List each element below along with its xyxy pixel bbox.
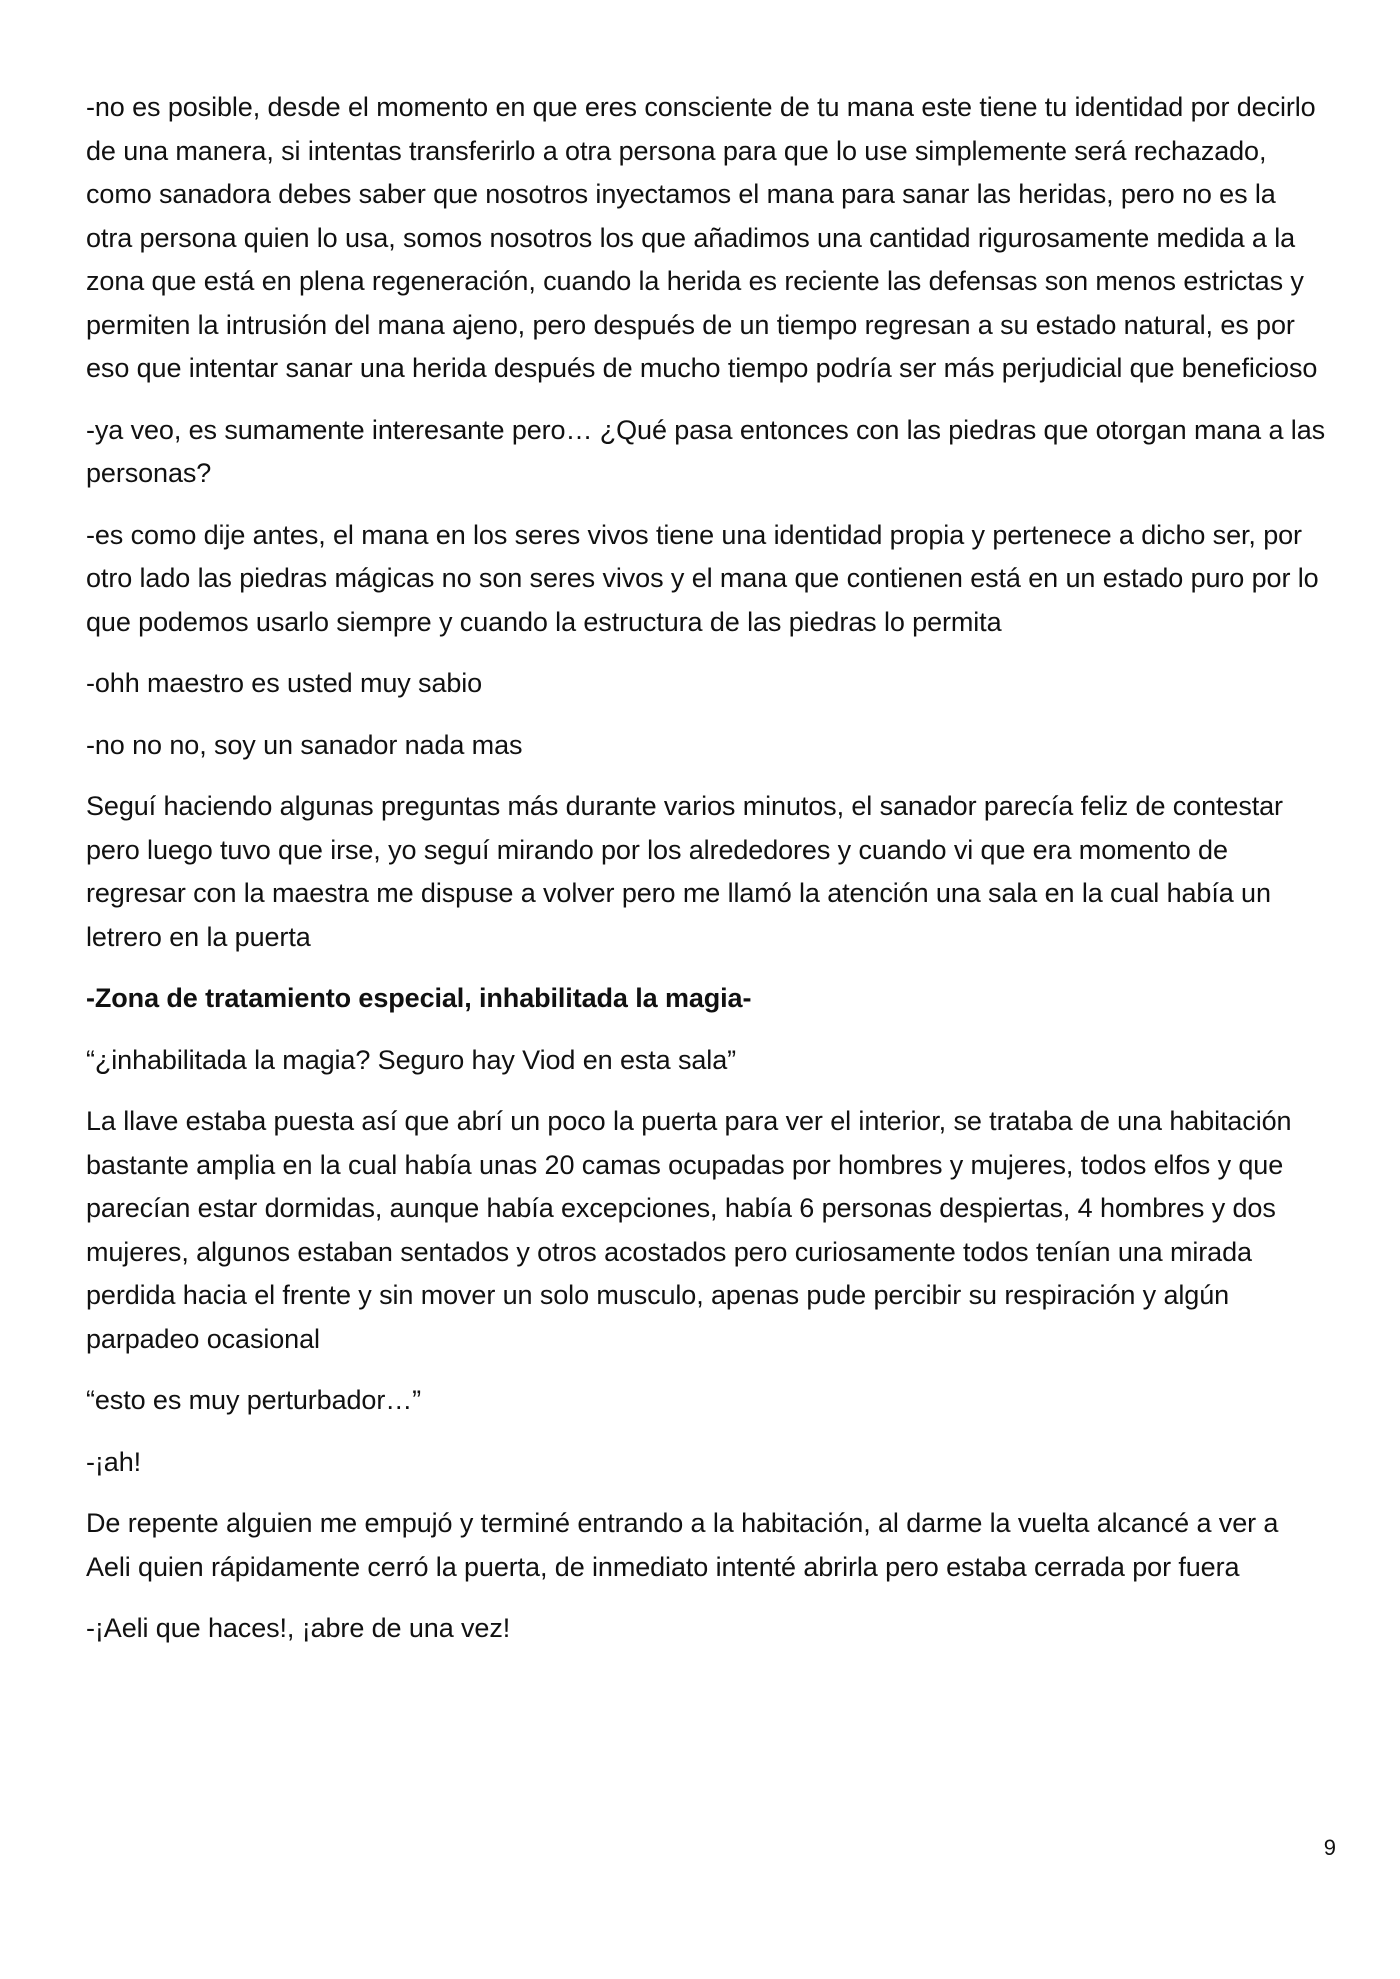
paragraph: La llave estaba puesta así que abrí un poco la puerta para ver el interior, se trataba de una habitación bastante amplia en la cual había unas 20 camas ocupadas por hombres y mujeres, todos elfos y que parecían estar dormidas, aunque había excepciones, había 6 personas despiertas, 4 hombres y dos mujeres, algunos estaban sentados y otros acostados pero curiosamente todos tenían una mirada perdida hacia el frente y sin mover un solo musculo, apenas pude percibir su respiración y algún parpadeo ocasional	[86, 1106, 1292, 1354]
page-number: 9	[1323, 1835, 1336, 1860]
paragraph: De repente alguien me empujó y terminé entrando a la habitación, al darme la vuelta alcancé a ver a Aeli quien rápidamente cerró la puerta, de inmediato intenté abrirla pero estaba cerrada por fuera	[86, 1508, 1279, 1582]
sign-text-heading: -Zona de tratamiento especial, inhabilitada la magia-	[86, 983, 752, 1013]
paragraph: -¡ah!	[86, 1446, 142, 1477]
paragraph: -ohh maestro es usted muy sabio	[86, 668, 483, 698]
paragraph: “¿inhabilitada la magia? Seguro hay Viod en esta sala”	[86, 1044, 737, 1075]
paragraph: -ya veo, es sumamente interesante pero… ¿Qué pasa entonces con las piedras que otorgan mana a las personas?	[86, 414, 1326, 488]
paragraph: -no no no, soy un sanador nada mas	[86, 729, 523, 760]
paragraph: -no es posible, desde el momento en que eres consciente de tu mana este tiene tu identidad por decirlo de una manera, si intentas transferirlo a otra persona para que lo use simplemente será rechazado, como sanadora debes saber que nosotros inyectamos el mana para sanar las heridas, pero no es la otra persona quien lo usa, somos nosotros los que añadimos una cantidad rigurosamente medida a la zona que está en plena regeneración, cuando la herida es reciente las defensas son menos estrictas y permiten la intrusión del mana ajeno, pero después de un tiempo regresan a su estado natural, es por eso que intentar sanar una herida después de mucho tiempo podría ser más perjudicial que beneficioso	[86, 92, 1318, 383]
paragraph: “esto es muy perturbador…”	[86, 1385, 422, 1415]
paragraph: Seguí haciendo algunas preguntas más durante varios minutos, el sanador parecía feliz de contestar pero luego tuvo que irse, yo seguí mirando por los alrededores y cuando vi que era momento de regresar con la maestra me dispuse a volver pero me llamó la atención una sala en la cual había un letrero en la puerta	[86, 791, 1283, 952]
document-page	[86, 86, 1326, 1669]
paragraph: -es como dije antes, el mana en los seres vivos tiene una identidad propia y pertenece a dicho ser, por otro lado las piedras mágicas no son seres vivos y el mana que contienen está en un estado puro por lo que podemos usarlo siempre y cuando la estructura de las piedras lo permita	[86, 519, 1319, 637]
paragraph: -¡Aeli que haces!, ¡abre de una vez!	[86, 1613, 511, 1643]
